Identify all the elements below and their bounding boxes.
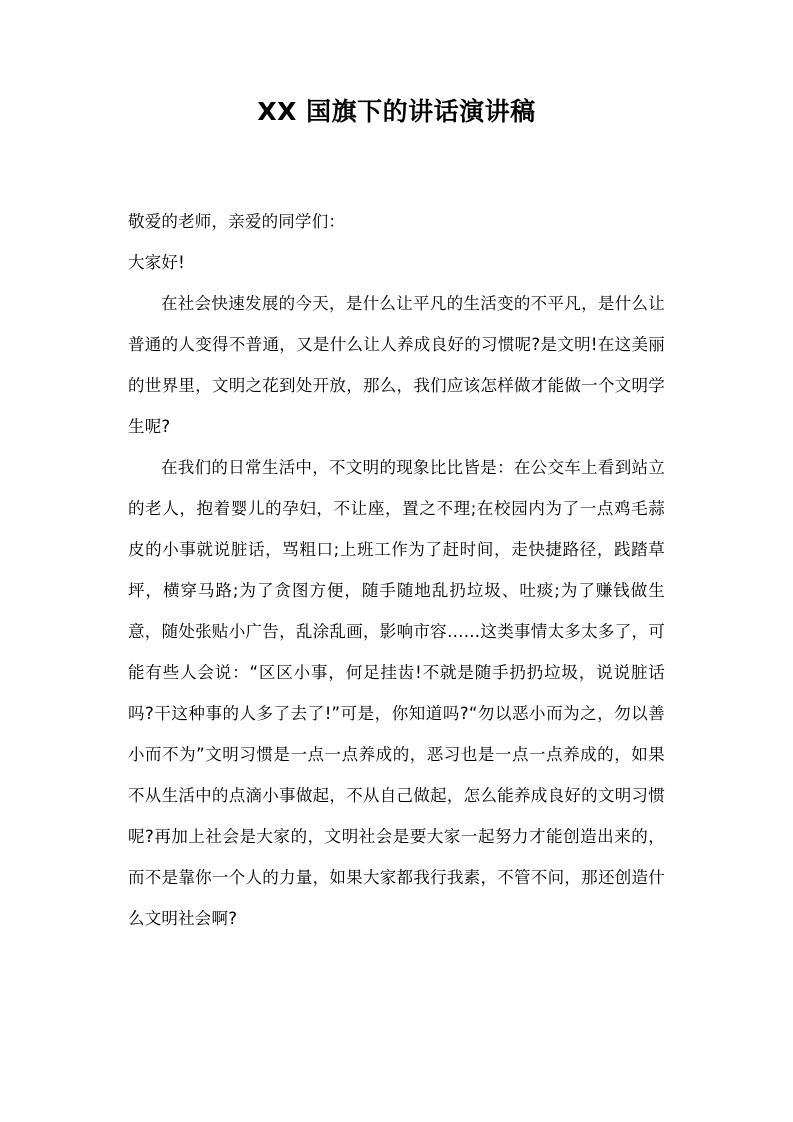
paragraph-1: 在社会快速发展的今天，是什么让平凡的生活变的不平凡，是什么让普通的人变得不普通，又是什么让人养成良好的习惯呢?是文明!在这美丽的世界里，文明之花到处开放，那么，我们应该怎样做才能做一个文明学生呢? (128, 294, 665, 436)
document-body (128, 129, 665, 939)
paragraph-greeting: 大家好! (128, 253, 185, 272)
paragraph-salutation: 敬爱的老师，亲爱的同学们： (128, 212, 346, 231)
paragraph-2: 在我们的日常生活中，不文明的现象比比皆是：在公交车上看到站立的老人，抱着婴儿的孕妇，不让座，置之不理;在校园内为了一点鸡毛蒜皮的小事就说脏话，骂粗口;上班工作为了赶时间，走快捷路径，践踏草坪，横穿马路;为了贪图方便，随手随地乱扔垃圾、吐痰;为了赚钱做生意，随处张贴小广告，乱涂乱画，影响市容……这类事情太多太多了，可能有些人会说：“区区小事，何足挂齿!不就是随手扔扔垃圾，说说脏话吗?干这种事的人多了去了!”可是，你知道吗?“勿以恶小而为之，勿以善小而不为”文明习惯是一点一点养成的，恶习也是一点一点养成的，如果不从生活中的点滴小事做起，不从自己做起，怎么能养成良好的文明习惯呢?再加上社会是大家的，文明社会是要大家一起努力才能创造出来的，而不是靠你一个人的力量，如果大家都我行我素，不管不问，那还创造什么文明社会啊? (128, 458, 665, 928)
page-title: XX 国旗下的讲话演讲稿 (257, 97, 536, 126)
